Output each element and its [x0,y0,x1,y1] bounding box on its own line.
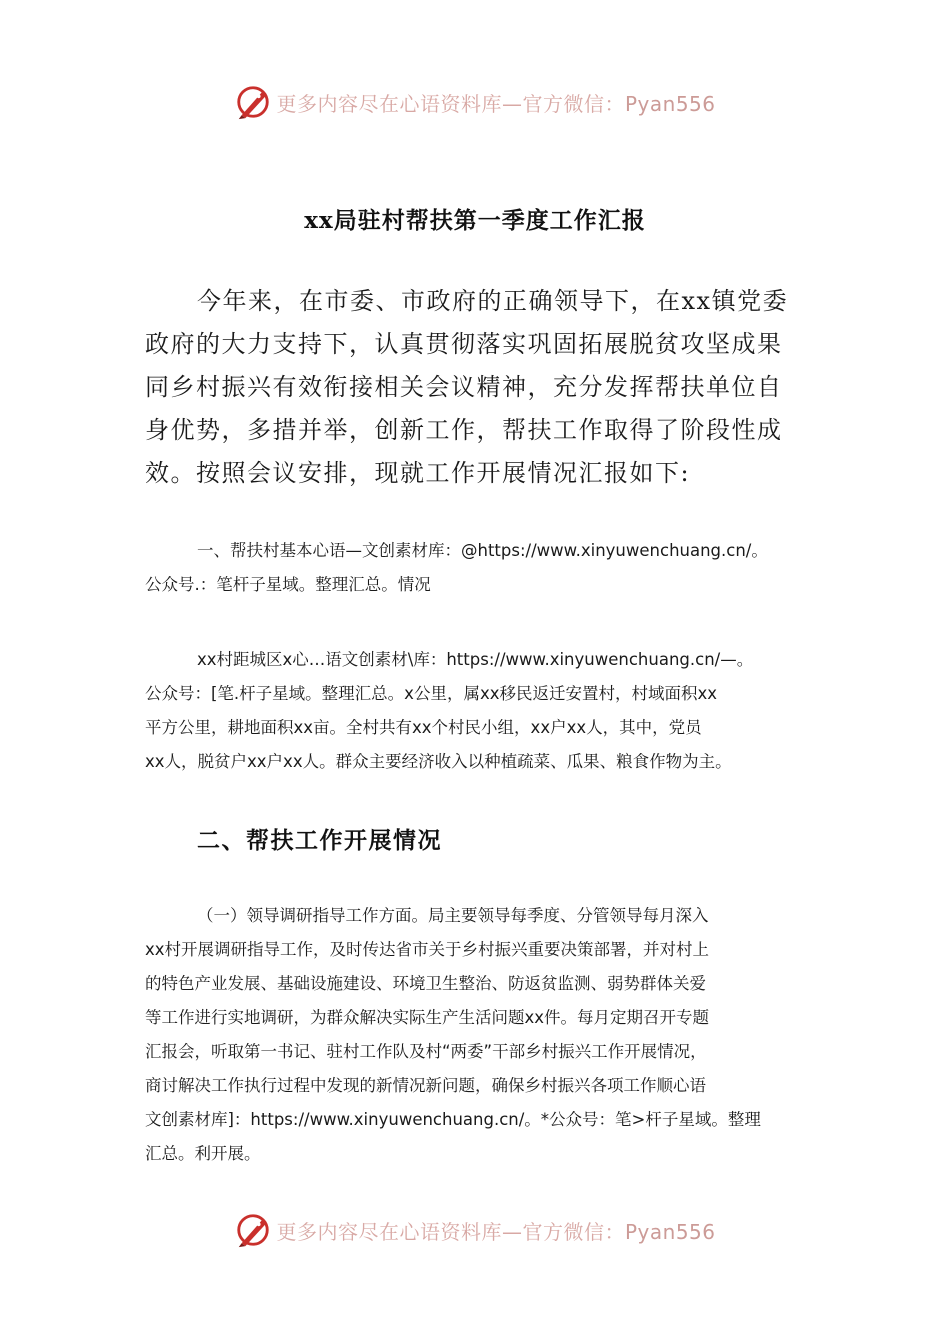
work-line: xx村开展调研指导工作，及时传达省市关于乡村振兴重要决策部署，并对村上 [145,940,710,959]
work-line: 汇总。利开展。 [145,1144,261,1163]
intro-paragraph [145,280,795,495]
work-line: 文创素材库]：https://www.xinyuwenchuang.cn/。*公众号：笔>杆子星域。整理 [145,1110,761,1129]
work-line: （一）领导调研指导工作方面。局主要领导每季度、分管领导每月深入 [197,906,709,925]
intro-line: 同乡村振兴有效衔接相关会议精神，充分发挥帮扶单位自 [145,373,783,401]
intro-line: 效。按照会议安排，现就工作开展情况汇报如下: [145,459,691,487]
section1-paragraph [145,534,825,602]
section1-line: 一、帮扶村基本心语—文创素材库：@https://www.xinyuwenchuang.cn/。 [197,541,768,560]
village-line: xx人，脱贫户xx户xx人。群众主要经济收入以种植疏菜、瓜果、粮食作物为主。 [145,752,732,771]
watermark-slogan: 更多内容尽在心语资料库—官方微信： [276,1219,625,1244]
intro-line: 身优势，多措并举，创新工作，帮扶工作取得了阶段性成 [145,416,783,444]
pen-logo-icon [234,1211,272,1249]
village-line: 平方公里，耕地面积xx亩。全村共有xx个村民小组，xx户xx人，其中，党员 [145,718,702,737]
work-paragraph [145,899,825,1171]
village-line: xx村距城区x心…语文创素材\库：https://www.xinyuwenchuang.cn/—。 [197,650,754,669]
work-line: 商讨解决工作执行过程中发现的新情况新问题，确保乡村振兴各项工作顺心语 [145,1076,706,1095]
watermark-text [276,88,715,117]
section2-heading: 二、帮扶工作开展情况 [197,827,442,854]
work-line: 等工作进行实地调研，为群众解决实际生产生活问题xx件。每月定期召开专题 [145,1008,710,1027]
watermark-wechat-id: Pyan556 [624,1219,716,1244]
document-title: xx局驻村帮扶第一季度工作汇报 [304,207,646,234]
work-line: 汇报会，听取第一书记、驻村工作队及村“两委”干部乡村振兴工作开展情况， [145,1042,707,1061]
village-paragraph [145,643,825,779]
watermark-banner-bottom [0,1210,950,1250]
watermark-slogan: 更多内容尽在心语资料库—官方微信： [276,91,625,116]
intro-line: 政府的大力支持下，认真贯彻落实巩固拓展脱贫攻坚成果 [145,330,783,358]
watermark-text [276,1216,715,1245]
watermark-banner-top [0,82,950,122]
section1-line: 公众号.：笔杆子星域。整理汇总。情况 [145,575,431,594]
intro-line: 今年来，在市委、市政府的正确领导下，在xx镇党委 [197,287,789,315]
village-line: 公众号：[笔.杆子星域。整理汇总。x公里，属xx移民返迁安置村，村域面积xx [145,684,718,703]
watermark-wechat-id: Pyan556 [624,91,716,116]
pen-logo-icon [234,83,272,121]
work-line: 的特色产业发展、基础设施建设、环境卫生整治、防返贫监测、弱势群体关爱 [145,974,706,993]
